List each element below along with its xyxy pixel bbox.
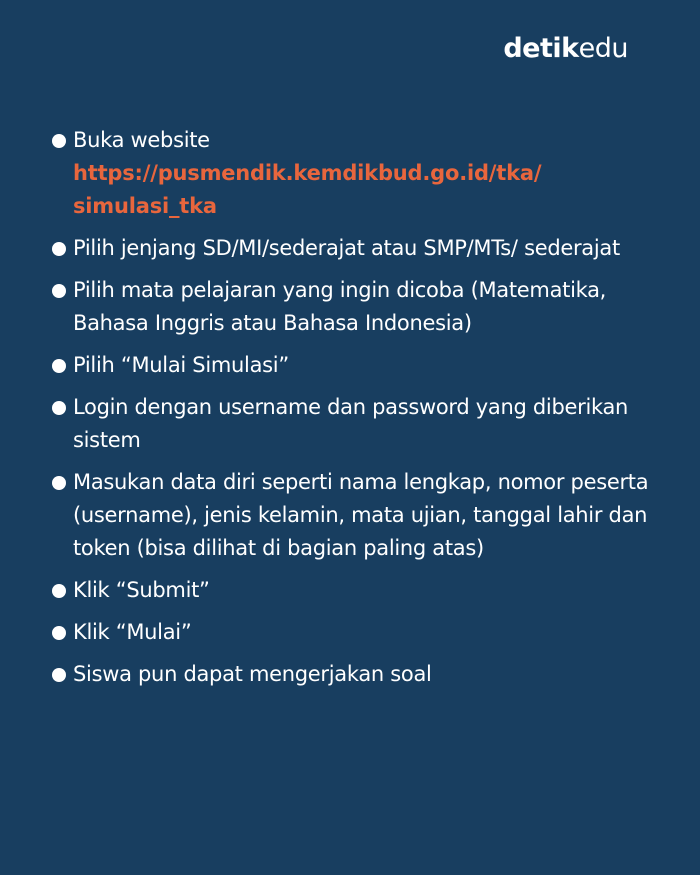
step-text: Pilih “Mulai Simulasi” [73,353,289,377]
bullet-icon [52,668,66,682]
step-text: Buka website [73,128,210,152]
step-text: Klik “Mulai” [73,620,192,644]
bullet-icon [52,242,66,256]
logo-edu: edu [578,33,628,64]
step-text: Klik “Submit” [73,578,210,602]
bullet-icon [52,284,66,298]
bullet-icon [52,584,66,598]
step-item [50,124,660,223]
bullet-icon [52,134,66,148]
step-item [50,466,660,565]
step-text: Masukan data diri seperti nama lengkap, nomor peserta (username), jenis kelamin, mata ujian, tanggal lahir dan token (bisa dilihat di bagian paling atas) [73,470,649,560]
bullet-icon [52,476,66,490]
step-text: Siswa pun dapat mengerjakan soal [73,662,432,686]
step-item [50,274,660,340]
step-text: Login dengan username dan password yang diberikan sistem [73,395,629,452]
step-item [50,574,660,607]
step-item [50,658,660,691]
bullet-icon [52,359,66,373]
step-text: Pilih jenjang SD/MI/sederajat atau SMP/MTs/ sederajat [73,236,620,260]
logo-detik: detik [503,33,579,64]
steps-list [50,124,660,700]
step-text: Pilih mata pelajaran yang ingin dicoba (Matematika, Bahasa Inggris atau Bahasa Indonesia) [73,278,607,335]
bullet-icon [52,626,66,640]
step-item [50,232,660,265]
detikedu-logo [503,33,628,64]
step-item [50,349,660,382]
website-link[interactable]: https://pusmendik.kemdikbud.go.id/tka/ simulasi_tka [73,161,542,218]
step-item [50,391,660,457]
step-item [50,616,660,649]
bullet-icon [52,401,66,415]
